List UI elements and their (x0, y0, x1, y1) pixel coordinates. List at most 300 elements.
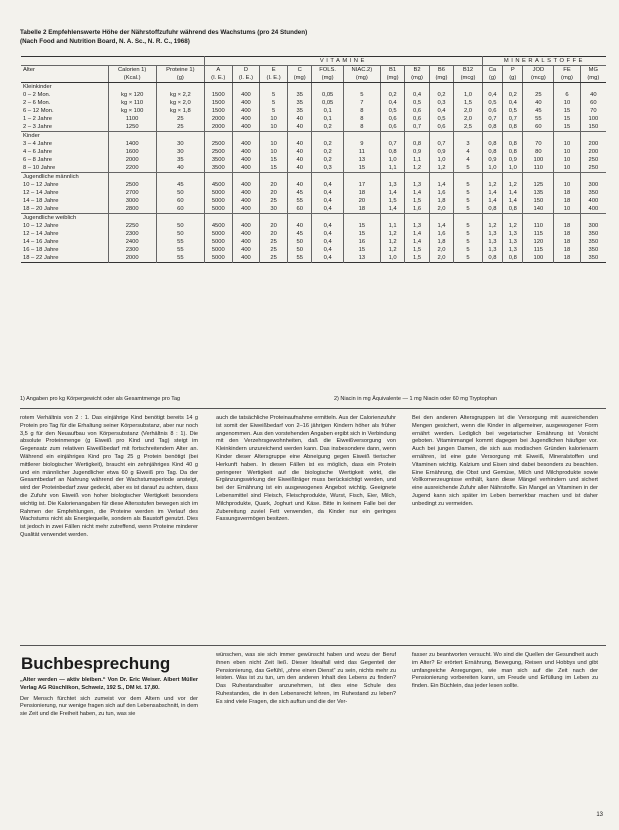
table-cell: 6 – 12 Mon. (23, 108, 54, 114)
table-cell: 40 (523, 99, 554, 107)
table-cell: 300 (580, 181, 606, 189)
table-cell: 1 – 2 Jahre (23, 116, 53, 122)
table-cell: 1,3 (405, 222, 429, 230)
table-cell: 10 (260, 148, 288, 156)
table-section-row (21, 173, 606, 182)
table-cell: 1,5 (380, 197, 404, 205)
table-cell: 0,4 (312, 246, 343, 254)
table-cell: 20 (260, 181, 288, 189)
table-cell: 3500 (204, 164, 232, 173)
table-cell: 400 (232, 156, 260, 164)
empty-cell (580, 173, 606, 182)
table-cell: kg × 110 (108, 99, 156, 107)
table-cell: 110 (523, 164, 554, 173)
table-cell: 0,8 (380, 148, 404, 156)
table-cell: 1,3 (482, 246, 502, 254)
table-cell: 4500 (204, 222, 232, 230)
table-cell: 1,2 (380, 230, 404, 238)
unit-header: (I. E.) (232, 74, 260, 83)
table-cell: 70 (523, 140, 554, 148)
table-cell: 1,1 (405, 156, 429, 164)
table-cell: 5 (260, 107, 288, 115)
table-column-headers (21, 66, 606, 75)
table-cell: 10 (554, 205, 580, 214)
empty-cell (429, 214, 453, 223)
table-cell: 4 – 6 Jahre (23, 149, 53, 155)
table-cell: 5 (454, 181, 483, 189)
table-cell: 5000 (204, 230, 232, 238)
table-cell: 1500 (204, 91, 232, 99)
table-cell: 2,0 (429, 205, 453, 214)
table-row (21, 148, 606, 156)
caption-line-1: Tabelle 2 Empfehlenswerte Höhe der Nährstoffzufuhr während des Wachstums (pro 24 Stunden) (20, 29, 308, 36)
table-cell: 400 (232, 99, 260, 107)
table-cell: 125 (523, 181, 554, 189)
empty-cell (503, 83, 523, 92)
table-cell: 7 (343, 99, 380, 107)
table-cell: 18 (554, 189, 580, 197)
table-cell: 1,4 (380, 205, 404, 214)
table-cell: 15 (260, 164, 288, 173)
section-title: Jugendliche weiblich (21, 214, 108, 223)
table-cell: 0,2 (380, 91, 404, 99)
empty-cell (554, 83, 580, 92)
table-cell: 25 (156, 115, 204, 123)
table-cell: 1,0 (380, 254, 404, 263)
table-row (21, 189, 606, 197)
table-cell: 0,3 (312, 164, 343, 173)
empty-cell (454, 83, 483, 92)
table-cell: 2000 (204, 115, 232, 123)
table-cell: 0,9 (482, 156, 502, 164)
table-cell: 0,4 (312, 238, 343, 246)
table-cell: 0,9 (503, 156, 523, 164)
table-cell: 3000 (108, 197, 156, 205)
table-cell: 18 (554, 230, 580, 238)
table-cell: 1,2 (503, 222, 523, 230)
table-cell: 1,3 (405, 181, 429, 189)
table-cell: 50 (156, 222, 204, 230)
table-cell: 150 (580, 123, 606, 132)
table-cell: 0,4 (312, 205, 343, 214)
table-cell: 0,8 (503, 148, 523, 156)
table-cell: 1,4 (503, 197, 523, 205)
unit-header: (mcg) (523, 74, 554, 83)
table-cell: 4500 (204, 181, 232, 189)
caption-line-2: (Nach Food and Nutrition Board, N. A. Sc., N. R. C., 1968) (20, 38, 190, 45)
table-cell: 2500 (204, 140, 232, 148)
empty-cell (503, 173, 523, 182)
column-header: C (287, 66, 311, 75)
table-cell: 10 (260, 115, 288, 123)
column-header: Alter (23, 67, 35, 73)
table-cell: 15 (554, 123, 580, 132)
empty-cell (204, 83, 232, 92)
unit-header: (I. E.) (204, 74, 232, 83)
table-cell: 1,0 (503, 164, 523, 173)
table-row (21, 123, 606, 132)
table-cell: 2 – 6 Mon. (23, 100, 51, 106)
unit-header: (mg) (287, 74, 311, 83)
table-cell: 0,4 (312, 197, 343, 205)
table-cell: 400 (232, 246, 260, 254)
review-column-3 (412, 652, 598, 812)
table-cell: 5 (260, 91, 288, 99)
table-cell: 8 – 10 Jahre (23, 165, 56, 171)
table-cell: 120 (523, 238, 554, 246)
table-cell: 100 (523, 156, 554, 164)
table-cell: 60 (287, 205, 311, 214)
table-cell: 9 (343, 140, 380, 148)
column-header: B12 (454, 66, 483, 75)
column-header: Calorien 1) (108, 66, 156, 75)
review-heading: Buchbesprechung (21, 654, 171, 673)
table-cell: 55 (156, 246, 204, 254)
table-cell: 5 (454, 246, 483, 254)
table-cell: 5000 (204, 197, 232, 205)
unit-header: (g) (156, 74, 204, 83)
table-cell: 3500 (204, 156, 232, 164)
table-row (21, 222, 606, 230)
table-cell: 0,9 (429, 148, 453, 156)
table-row (21, 91, 606, 99)
table-cell: 0,4 (429, 107, 453, 115)
table-cell: 1,4 (380, 189, 404, 197)
table-cell: 4 (454, 148, 483, 156)
table-cell: 0,8 (482, 148, 502, 156)
empty-cell (108, 214, 156, 223)
table-cell: 5 (260, 99, 288, 107)
table-cell: 1,0 (429, 156, 453, 164)
empty-cell (380, 83, 404, 92)
empty-cell (260, 132, 288, 141)
table-cell: 40 (156, 164, 204, 173)
table-cell: 200 (580, 140, 606, 148)
empty-cell (204, 173, 232, 182)
table-cell: 400 (232, 254, 260, 263)
table-cell: 1,0 (380, 156, 404, 164)
table-cell: 400 (232, 123, 260, 132)
table-cell: 2,0 (429, 254, 453, 263)
table-cell: 0,4 (312, 254, 343, 263)
empty-cell (405, 83, 429, 92)
empty-cell (503, 214, 523, 223)
table-cell: 350 (580, 238, 606, 246)
review-subhead: „Älter werden — aktiv bleiben.“ Von Dr. Eric Weiser. Albert Müller Verlag AG Rüschlikon, Schweiz, 192 S., DM kt. 17,80. (20, 677, 198, 691)
table-cell: 30 (156, 148, 204, 156)
table-cell: 1,8 (429, 238, 453, 246)
table-cell: 5000 (204, 189, 232, 197)
table-cell: 1400 (108, 140, 156, 148)
empty-cell (429, 83, 453, 92)
table-cell: 18 (554, 246, 580, 254)
table-cell: 25 (260, 246, 288, 254)
table-cell: 1,5 (405, 254, 429, 263)
section-title: Kinder (21, 132, 108, 141)
table-cell: 40 (287, 156, 311, 164)
empty-cell (482, 214, 502, 223)
table-cell: 10 (554, 140, 580, 148)
table-cell: 14 – 16 Jahre (23, 239, 59, 245)
empty-cell (523, 173, 554, 182)
table-cell: 0,7 (380, 140, 404, 148)
empty-cell (523, 214, 554, 223)
table-cell: 350 (580, 254, 606, 263)
table-cell: 400 (232, 197, 260, 205)
table-cell: 30 (156, 140, 204, 148)
table-cell: 1,3 (503, 246, 523, 254)
column-header: Ca (482, 66, 502, 75)
empty-cell (156, 83, 204, 92)
empty-cell (503, 132, 523, 141)
table-row (21, 205, 606, 214)
table-row (21, 140, 606, 148)
table-cell: 0,6 (380, 123, 404, 132)
table-cell: 1,2 (405, 164, 429, 173)
table-cell: 2300 (108, 246, 156, 254)
empty-cell (232, 173, 260, 182)
table-cell: kg × 100 (108, 107, 156, 115)
empty-cell (156, 173, 204, 182)
table-cell: 0,3 (429, 99, 453, 107)
table-cell: 8 (343, 123, 380, 132)
empty-cell (482, 132, 502, 141)
table-cell: 8 (343, 107, 380, 115)
table-cell: 400 (232, 222, 260, 230)
table-cell: 10 (554, 164, 580, 173)
article-text-2: auch die tatsächliche Proteinaufnahme ermitteln. Aus der Calorienzufuhr ist somit der Eiweißbedarf von 2–16 jährigen Kindern höher als früher angenommen. Aus den vorstehenden Angaben ergibt sich in Verbindung mit den Verzehrsgewohnheiten, daß die Eiweißversorgung von Kleinkindern unzureichend werden kann. Das insbesondere dann, wenn Kinder dieser Altersgruppe eine Abneigung gegen Eiweiß tierischer Herkunft haben. In diesen Fällen ist es möglich, dass ein Protein geringerer Wertigkeit auf die biologische Wertigkeit wirkt, die Ergänzungswirkung der Eiweißträger muss berücksichtigt werden, und bei der Ernährung ist ein ausgewogenes Angebot wichtig. Geeignete Lebensmittel sind Fleisch, Fleischprodukte, Wurst, Fisch, Eier, Milch, Milchprodukte, Quark, Joghurt und Käse. Bitte in keinem Falle bei der Zubereitung zuviel Fett verwenden, da Kinder nur ein geringes Fassungsvermögen besitzen. (216, 415, 396, 523)
table-cell: 400 (232, 107, 260, 115)
table-cell: 40 (287, 115, 311, 123)
table-cell: 2,5 (454, 123, 483, 132)
empty-cell (454, 173, 483, 182)
empty-cell (554, 132, 580, 141)
table-cell: 5 (454, 197, 483, 205)
table-cell: 18 (554, 222, 580, 230)
empty-cell (454, 214, 483, 223)
table-cell: 10 (260, 140, 288, 148)
table-cell: 14 – 18 Jahre (23, 198, 59, 204)
table-cell: 0,7 (482, 115, 502, 123)
table-cell: 55 (156, 238, 204, 246)
table-cell: 15 (260, 156, 288, 164)
table-row (21, 197, 606, 205)
table-row (21, 254, 606, 263)
empty-cell (312, 173, 343, 182)
table-cell: 0,9 (405, 148, 429, 156)
table-cell: 45 (287, 230, 311, 238)
table-cell: 40 (287, 222, 311, 230)
table-cell: 350 (580, 246, 606, 254)
table-cell: 18 (343, 189, 380, 197)
table-cell: 3 – 4 Jahre (23, 141, 53, 147)
table-row (21, 230, 606, 238)
table-cell: 1,0 (454, 91, 483, 99)
unit-header: (mg) (343, 74, 380, 83)
table-cell: 10 (554, 99, 580, 107)
empty-cell (204, 132, 232, 141)
table-cell: 1,3 (380, 181, 404, 189)
table-cell: 16 – 18 Jahre (23, 247, 59, 253)
table-cell: 0,8 (482, 205, 502, 214)
table-cell: 5 (454, 222, 483, 230)
table-cell: 1250 (108, 123, 156, 132)
empty-cell (312, 132, 343, 141)
table-row (21, 115, 606, 123)
table-cell: 10 (554, 181, 580, 189)
table-cell: 1100 (108, 115, 156, 123)
article-column-2 (216, 415, 396, 641)
table-cell: 18 (554, 254, 580, 263)
vitamine-header: VITAMINE (204, 57, 482, 66)
table-cell: 18 – 20 Jahre (23, 206, 59, 212)
table-cell: 2,0 (454, 115, 483, 123)
empty-cell (204, 214, 232, 223)
table-cell: 45 (523, 107, 554, 115)
table-row (21, 156, 606, 164)
table-cell: 5 (454, 164, 483, 173)
table-cell: 110 (523, 222, 554, 230)
table-cell: 16 (343, 238, 380, 246)
table-cell: 13 (343, 156, 380, 164)
table-cell: 60 (156, 197, 204, 205)
empty-cell (429, 173, 453, 182)
table-cell: 0,4 (312, 181, 343, 189)
column-header: A (204, 66, 232, 75)
table-cell: 50 (287, 246, 311, 254)
table-cell: 2000 (108, 254, 156, 263)
table-cell: 5 (454, 254, 483, 263)
table-cell: 0,6 (482, 107, 502, 115)
table-cell: 0,6 (380, 115, 404, 123)
nutrient-table (21, 56, 606, 263)
table-cell: 0,2 (312, 156, 343, 164)
column-header: Proteine 1) (156, 66, 204, 75)
table-cell: 25 (156, 123, 204, 132)
table-cell: 1,4 (429, 181, 453, 189)
footnote-right: 2) Niacin in mg Äquivalente — 1 mg Niacin oder 60 mg Tryptophan (334, 396, 497, 402)
table-cell: 35 (287, 107, 311, 115)
table-cell: 40 (580, 91, 606, 99)
table-cell: 400 (232, 205, 260, 214)
table-row (21, 99, 606, 107)
table-row (21, 164, 606, 173)
table-cell: 3 (454, 140, 483, 148)
table-section-row (21, 214, 606, 223)
empty-cell (523, 132, 554, 141)
table-cell: 2,0 (454, 107, 483, 115)
table-cell: 400 (232, 140, 260, 148)
table-cell: 0,2 (503, 91, 523, 99)
table-cell: 11 (343, 148, 380, 156)
table-cell: 0,7 (429, 140, 453, 148)
empty-cell (287, 83, 311, 92)
table-row (21, 238, 606, 246)
table-cell: 60 (523, 123, 554, 132)
table-cell: 0,5 (405, 99, 429, 107)
table-cell: 350 (580, 189, 606, 197)
footnote-rule (20, 408, 606, 409)
table-cell: 1,1 (380, 164, 404, 173)
review-column-1 (20, 677, 198, 812)
review-column-2 (216, 652, 396, 812)
empty-cell (380, 173, 404, 182)
unit-header: (mg) (554, 74, 580, 83)
table-cell: 25 (260, 238, 288, 246)
empty-cell (232, 83, 260, 92)
table-cell: 0,05 (312, 91, 343, 99)
unit-header (21, 74, 108, 83)
table-cell: 15 (343, 246, 380, 254)
table-cell: 1,4 (429, 222, 453, 230)
column-header: FE (554, 66, 580, 75)
review-text-2: wünschen, was sie sich immer gewünscht haben und wozu der Beruf ihnen eben nicht Zeit ließ. Dieser Idealfall wird das Gegenteil der Pensionierung, das Gefühl, „ohne einen Dienst“ zu sein, nichts mehr zu leisten. Was ist zu tun, um den anderen Inhalt des Lebens zu finden? Das Ruhestandsalter anzunehmen, ist dies eine Schule des Ruhestandes, die in den Lebensrecht lehren, im Ruhestand zu leben? Es sind viele Fragen, die sich auftun und die der Ver- (216, 652, 396, 705)
table-cell: 0,05 (312, 99, 343, 107)
column-header: E (260, 66, 288, 75)
table-cell: 2800 (108, 205, 156, 214)
empty-cell (343, 214, 380, 223)
table-cell: 0,5 (503, 107, 523, 115)
table-unit-headers (21, 74, 606, 83)
table-cell: 1,2 (482, 181, 502, 189)
empty-cell (156, 132, 204, 141)
column-header: B6 (429, 66, 453, 75)
table-cell: 0,8 (503, 254, 523, 263)
table-cell: kg × 120 (108, 91, 156, 99)
table-cell: 0,4 (312, 230, 343, 238)
table-cell: 2 – 3 Jahre (23, 124, 53, 130)
table-cell: 35 (287, 99, 311, 107)
column-header: B1 (380, 66, 404, 75)
table-cell: 35 (287, 91, 311, 99)
table-cell: 2400 (108, 238, 156, 246)
empty-cell (523, 83, 554, 92)
table-cell: 0,5 (380, 107, 404, 115)
empty-cell (232, 132, 260, 141)
table-cell: kg × 2,0 (156, 99, 204, 107)
table-cell: 400 (232, 91, 260, 99)
table-cell: 400 (232, 230, 260, 238)
unit-header: (mg) (405, 74, 429, 83)
column-header: D (232, 66, 260, 75)
table-cell: 5 (454, 230, 483, 238)
table-cell: 0,4 (380, 99, 404, 107)
table-cell: 115 (523, 230, 554, 238)
table-section-row (21, 132, 606, 141)
table-cell: 5 (454, 205, 483, 214)
empty-cell (580, 83, 606, 92)
mineral-header: MINERALSTOFFE (482, 57, 606, 66)
empty-cell (312, 83, 343, 92)
table-cell: 2,0 (429, 246, 453, 254)
article-column-3 (412, 415, 598, 641)
table-cell: 350 (580, 230, 606, 238)
empty-cell (380, 132, 404, 141)
table-cell: 15 (343, 164, 380, 173)
table-cell: kg × 2,2 (156, 91, 204, 99)
table-cell: 40 (287, 164, 311, 173)
table-cell: 1,4 (405, 238, 429, 246)
table-row (21, 181, 606, 189)
table-cell: 1,6 (429, 189, 453, 197)
table-cell: 55 (156, 254, 204, 263)
table-cell: 0,8 (503, 205, 523, 214)
table-cell: 0,6 (429, 123, 453, 132)
table-cell: 300 (580, 222, 606, 230)
table-cell: 5000 (204, 205, 232, 214)
table-cell: 1,4 (482, 189, 502, 197)
article-column-1 (20, 415, 198, 641)
